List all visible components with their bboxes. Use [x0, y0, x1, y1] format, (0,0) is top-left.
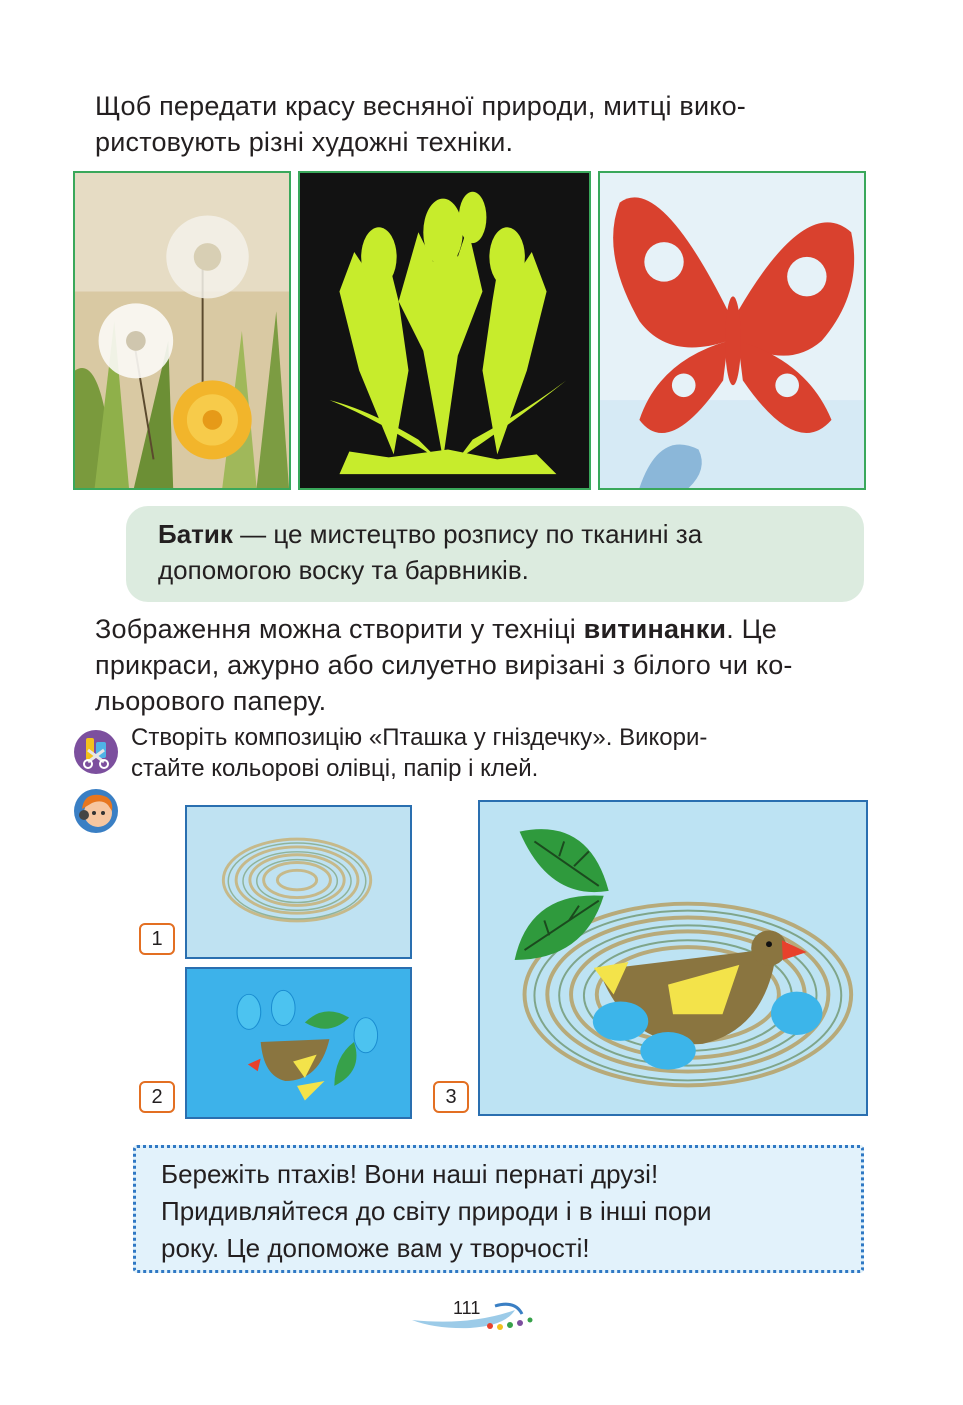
step-1-nest-image [185, 805, 412, 959]
tulip-silhouette-image [298, 171, 591, 490]
page-number: 111 [453, 1298, 481, 1318]
vytynanka-line-1-end: . Це [726, 614, 777, 644]
note-line-3: року. Це допоможе вам у творчості! [161, 1233, 590, 1263]
batik-definition [158, 516, 702, 588]
step-2-label: 2 [139, 1081, 175, 1113]
step-3-finished-nest-image [478, 800, 868, 1116]
batik-definition-line-2: допомогою воску та барвників. [158, 555, 529, 585]
bird-care-note [161, 1156, 711, 1267]
step-3-label: 3 [433, 1081, 469, 1113]
bird-care-note-box [133, 1145, 864, 1273]
step-2-cutout-pieces-image [185, 967, 412, 1119]
intro-line-2: ристовують різні художні техніки. [95, 127, 514, 157]
task-instructions [131, 722, 866, 784]
headphones-child-icon [72, 787, 120, 835]
batik-dandelions-image [73, 171, 291, 490]
step-1-label: 1 [139, 923, 175, 955]
task-line-1: Створіть композицію «Пташка у гніздечку». Викори- [131, 724, 708, 751]
note-line-1: Бережіть птахів! Вони наші пернаті друзі! [161, 1159, 659, 1189]
vytynanka-paragraph [95, 611, 793, 719]
batik-definition-box [126, 506, 864, 602]
art-supplies-icon [72, 728, 120, 776]
intro-paragraph [95, 88, 746, 160]
butterfly-cutout-image [598, 171, 866, 490]
note-line-2: Придивляйтеся до світу природи і в інші пори [161, 1196, 712, 1226]
vytynanka-line-2: прикраси, ажурно або силуетно вирізані з білого чи ко- [95, 650, 793, 680]
batik-definition-rest: — це мистецтво розпису по тканині за [232, 519, 703, 549]
vytynanka-line-1-start: Зображення можна створити у техніці [95, 614, 584, 644]
intro-line-1: Щоб передати красу весняної природи, митці вико- [95, 91, 746, 121]
vytynanka-line-3: льорового паперу. [95, 686, 327, 716]
batik-term: Батик [158, 519, 233, 549]
task-line-2: стайте кольорові олівці, папір і клей. [131, 755, 539, 782]
vytynanka-term: витинанки [583, 614, 727, 644]
